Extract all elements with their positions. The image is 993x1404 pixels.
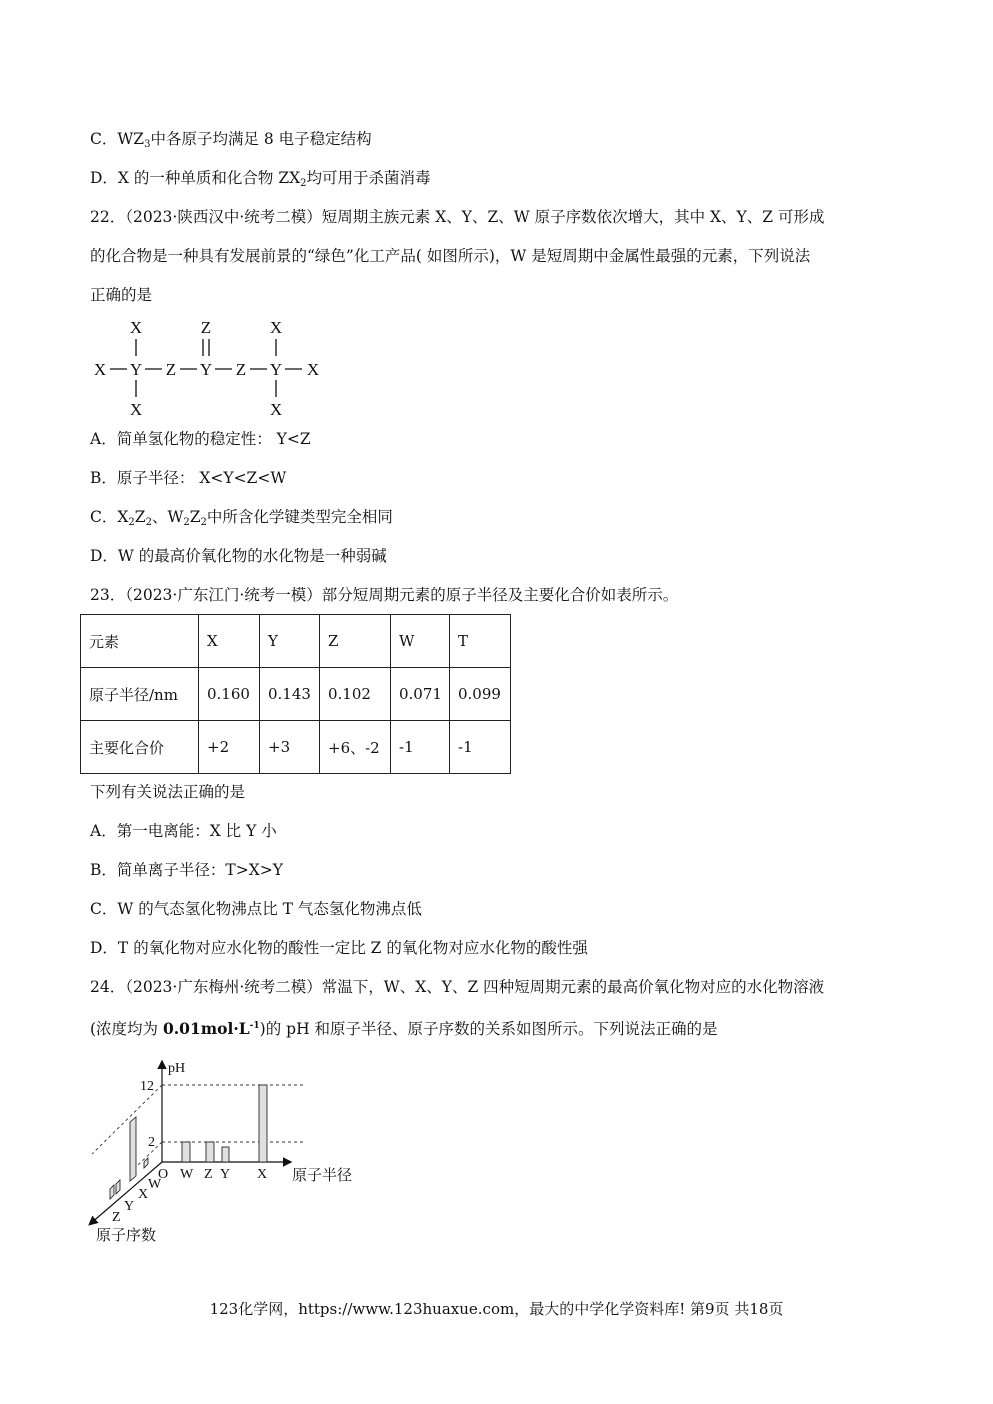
table-cell: 主要化合价 bbox=[81, 721, 199, 774]
table-cell: -1 bbox=[450, 721, 511, 774]
q22-option-d: D．W 的最高价氧化物的水化物是一种弱碱 bbox=[90, 547, 387, 565]
table-cell: 0.102 bbox=[320, 668, 391, 721]
q23-option-c: C．W 的气态氢化物沸点比 T 气态氢化物沸点低 bbox=[90, 900, 422, 918]
table-cell: +6、-2 bbox=[320, 721, 391, 774]
ph-axis-label: pH bbox=[168, 1061, 186, 1076]
number-label-z: Z bbox=[112, 1210, 121, 1225]
table-cell: -1 bbox=[391, 721, 450, 774]
table-cell: Y bbox=[260, 615, 320, 668]
q22-stem-line3: 正确的是 bbox=[90, 286, 153, 304]
radius-label-x: X bbox=[257, 1167, 268, 1182]
table-cell: X bbox=[199, 615, 260, 668]
atom-x-right: X bbox=[306, 360, 320, 379]
radius-label-w: W bbox=[180, 1167, 194, 1182]
table-cell: 0.099 bbox=[450, 668, 511, 721]
table-cell: T bbox=[450, 615, 511, 668]
radius-label-z: Z bbox=[204, 1167, 213, 1182]
table-cell: +3 bbox=[260, 721, 320, 774]
table-row bbox=[81, 721, 511, 774]
atom-x-left: X bbox=[93, 360, 107, 379]
q22-option-b: B．原子半径： X<Y<Z<W bbox=[90, 469, 287, 487]
q23-option-d: D．T 的氧化物对应水化物的酸性一定比 Z 的氧化物对应水化物的酸性强 bbox=[90, 939, 588, 957]
bar-y-radius bbox=[222, 1147, 229, 1162]
q24-stem-line1: 24．（2023·广东梅州·统考二模）常温下，W、X、Y、Z 四种短周期元素的最高价氧化物对应的水化物溶液 bbox=[90, 978, 825, 996]
page-footer: 123化学网，https://www.123huaxue.com，最大的中学化学资料库! 第9页 共18页 bbox=[209, 1300, 784, 1318]
q23-element-table bbox=[80, 614, 511, 774]
bar-w-number bbox=[130, 1117, 136, 1181]
bar-w-radius bbox=[182, 1142, 190, 1162]
atom-x-bottom-right: X bbox=[269, 400, 283, 419]
q21-option-d: D．X 的一种单质和化合物 $ZX_2$均可用于杀菌消毒 bbox=[90, 169, 431, 189]
q24-ph-graph bbox=[82, 1054, 372, 1250]
q23-prompt: 下列有关说法正确的是 bbox=[90, 783, 246, 801]
q23-option-b: B．简单离子半径：T>X>Y bbox=[90, 861, 283, 879]
q22-structure-formula bbox=[85, 312, 335, 422]
q22-option-c: C．$X_2Z_2$、$W_2Z_2$中所含化学键类型完全相同 bbox=[90, 508, 393, 528]
atom-y-right: Y bbox=[269, 360, 283, 379]
q23-stem: 23．（2023·广东江门·统考一模）部分短周期元素的原子半径及主要化合价如表所示。 bbox=[90, 586, 679, 604]
q22-option-a: A．简单氢化物的稳定性： Y<Z bbox=[90, 430, 311, 448]
table-cell: +2 bbox=[199, 721, 260, 774]
table-row bbox=[81, 615, 511, 668]
atom-z-right: Z bbox=[235, 360, 247, 379]
q23-option-a: A．第一电离能：X 比 Y 小 bbox=[90, 822, 277, 840]
atom-y-center: Y bbox=[199, 360, 213, 379]
atom-y-left: Y bbox=[129, 360, 143, 379]
table-cell: W bbox=[391, 615, 450, 668]
table-row bbox=[81, 668, 511, 721]
radius-axis-label: 原子半径 bbox=[292, 1168, 353, 1184]
q22-stem-line2: 的化合物是一种具有发展前景的“绿色”化工产品( 如图所示)，W 是短周期中金属性最强的元素，下列说法 bbox=[90, 247, 811, 265]
atom-x-bottom-left: X bbox=[129, 400, 143, 419]
atom-z-top: Z bbox=[200, 318, 212, 337]
bar-y-number bbox=[116, 1180, 120, 1194]
table-cell: 原子半径/nm bbox=[81, 668, 199, 721]
atom-z-left: Z bbox=[165, 360, 177, 379]
table-cell: 元素 bbox=[81, 615, 199, 668]
bar-z-number bbox=[110, 1185, 114, 1199]
tick-label-2: 2 bbox=[148, 1135, 155, 1150]
atomic-number-axis bbox=[90, 1162, 162, 1224]
bar-x-number bbox=[144, 1158, 148, 1168]
bar-z-radius bbox=[206, 1142, 214, 1162]
tick-label-12: 12 bbox=[140, 1079, 154, 1094]
atom-x-top-left: X bbox=[129, 318, 143, 337]
bar-x-radius bbox=[259, 1085, 267, 1162]
atom-x-top-right: X bbox=[269, 318, 283, 337]
table-cell: 0.160 bbox=[199, 668, 260, 721]
q24-stem-line2: (浓度均为 $0.01mol\cdot L^{-1}$)的 pH 和原子半径、原子序数的关系如图所示。下列说法正确的是 bbox=[90, 1019, 718, 1038]
number-label-w: W bbox=[148, 1177, 162, 1192]
table-cell: 0.143 bbox=[260, 668, 320, 721]
number-label-x: X bbox=[138, 1187, 149, 1202]
origin-label: O bbox=[158, 1167, 169, 1182]
table-cell: Z bbox=[320, 615, 391, 668]
table-cell: 0.071 bbox=[391, 668, 450, 721]
q22-stem-line1: 22．（2023·陕西汉中·统考二模）短周期主族元素 X、Y、Z、W 原子序数依次增大，其中 X、Y、Z 可形成 bbox=[90, 208, 825, 226]
number-label-y: Y bbox=[124, 1199, 135, 1214]
atomic-number-axis-label: 原子序数 bbox=[96, 1228, 157, 1244]
q21-option-c: C．$WZ_3$中各原子均满足 8 电子稳定结构 bbox=[90, 130, 372, 150]
radius-label-y: Y bbox=[220, 1167, 231, 1182]
